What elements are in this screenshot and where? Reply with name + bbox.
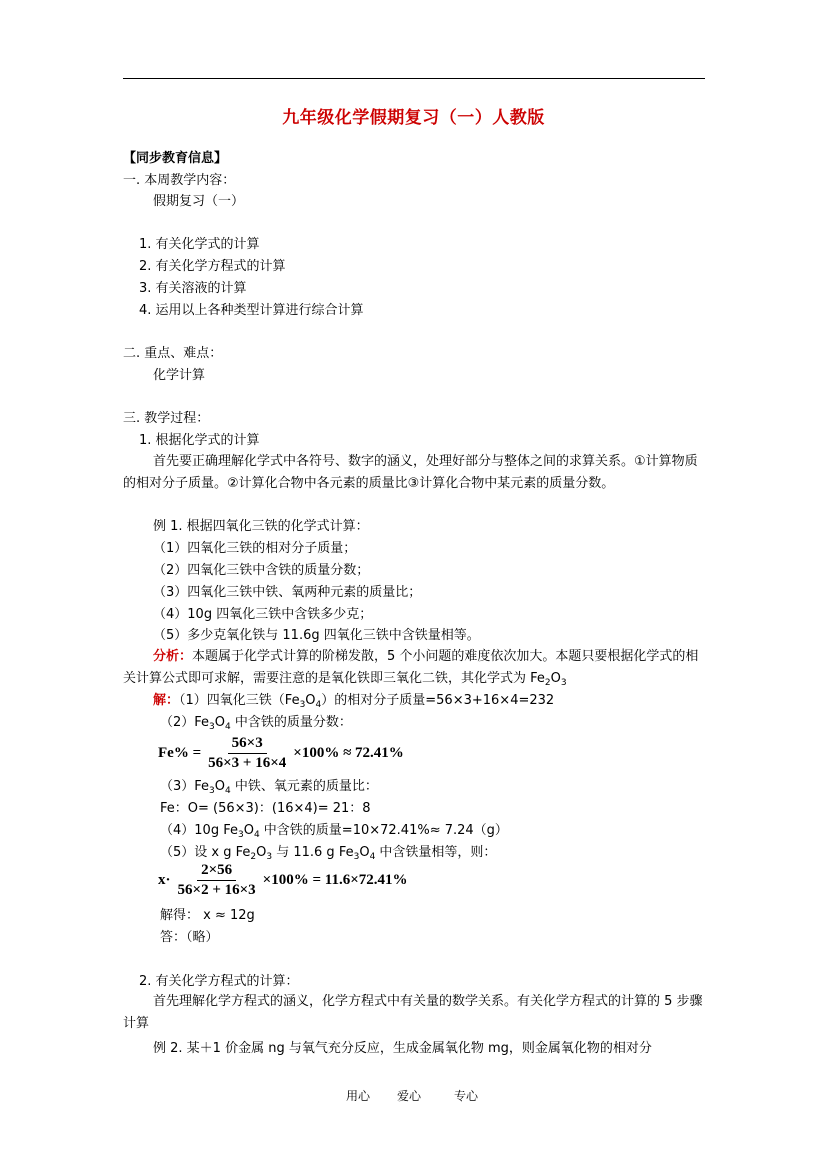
s2-content: 化学计算 <box>153 368 206 383</box>
ex1-q2: （2）四氧化三铁中含铁的质量分数； <box>153 563 370 578</box>
formula-2-left: x· <box>158 872 171 888</box>
page-title: 九年级化学假期复习（一）人教版 <box>282 108 545 128</box>
analysis-label: 分析： <box>153 649 193 664</box>
ex1-q4: （4）10g 四氧化三铁中含铁多少克； <box>153 607 373 622</box>
ex1-q3: （3）四氧化三铁中铁、氧两种元素的质量比； <box>153 585 422 600</box>
s3-heading: 三. 教学过程： <box>123 411 210 426</box>
s2-heading: 二. 重点、难点： <box>123 346 223 361</box>
answer-5: （5）设 x g $Fe_2O_3$ 与 11.6 g $Fe_3O_4$ 中含铁量相等，则： <box>160 845 497 862</box>
p1-text: 首先要正确理解化学式中各符号、数字的涵义，处理好部分与整体之间的求算关系。①计算物质的相对分子质量。②计算化合物中各元素的质量比③计算化合物中某元素的质量分数。 <box>123 454 698 491</box>
ex1-q5: （5）多少克氧化铁与 11.6g 四氧化三铁中含铁量相等。 <box>153 628 480 643</box>
formula-2-right: ×100% = 11.6×72.41% <box>262 872 408 888</box>
footer-item: 专心 <box>454 1089 479 1103</box>
formula-ferric-oxide <box>158 862 408 899</box>
answer-omitted: 答：（略） <box>160 930 219 945</box>
ex1-q1: （1）四氧化三铁的相对分子质量； <box>153 541 357 556</box>
s1-heading: 一. 本周教学内容： <box>123 173 236 188</box>
p2-text: 首先理解化学方程式的涵义，化学方程式中有关量的数学关系。有关化学方程式的计算的 5 步骤计算 <box>123 994 703 1031</box>
s1-item: 1. 有关化学式的计算 <box>139 237 260 252</box>
answer-4: （4）10g $Fe_3O_4$ 中含铁的质量=10×72.41%≈ 7.24（g） <box>160 823 508 840</box>
formula-2-denominator: 56×2 + 16×3 <box>177 882 256 898</box>
formula-1-numerator: 56×3 <box>228 735 267 754</box>
s1-sub: 假期复习（一） <box>153 194 245 209</box>
answer-1: （1）四氧化三铁$(Fe_3O_4)$的相对分子质量=56×3+16×4=232 <box>179 693 555 710</box>
formula-1-right: ×100% ≈ 72.41% <box>293 745 404 761</box>
answer-3-calc: Fe：O= (56×3)：(16×4)= 21：8 <box>160 801 371 816</box>
formula-1-left: Fe% = <box>158 745 202 761</box>
formula-iron-percent <box>158 735 404 772</box>
footer-item: 用心 <box>346 1089 371 1103</box>
footer-item: 爱心 <box>397 1089 422 1103</box>
p1-title: 1. 根据化学式的计算 <box>139 433 260 448</box>
formula-1-fraction <box>204 735 290 772</box>
solution-label: 解： <box>153 693 180 708</box>
s1-item: 2. 有关化学方程式的计算 <box>139 259 286 274</box>
analysis-text: 本题属于化学式计算的阶梯发散，5 个小问题的难度依次加大。本题只要根据化学式的相关计算公式即可求解，需要注意的是氧化铁即三氧化二铁，其化学式为 $Fe_2O_3$ <box>123 649 699 688</box>
section-header: 【同步教育信息】 <box>123 151 228 166</box>
s1-item: 3. 有关溶液的计算 <box>139 281 247 296</box>
ex1-intro: 例 1. 根据四氧化三铁的化学式计算： <box>153 519 369 534</box>
p2-title: 2. 有关化学方程式的计算： <box>139 974 299 989</box>
ex2-intro: 例 2. 某＋1 价金属 ng 与氧气充分反应，生成金属氧化物 mg，则金属氧化物的相对分 <box>153 1041 652 1056</box>
formula-2-numerator: 2×56 <box>197 862 236 881</box>
ex1-analysis <box>123 646 709 689</box>
answer-2-label: $(2)Fe_3O_4$ 中含铁的质量分数： <box>160 715 352 732</box>
header-rule <box>123 78 705 79</box>
formula-2-fraction <box>174 862 260 899</box>
solve-result: 解得： x ≈ 12g <box>160 908 255 923</box>
answer-3-label: $(3)Fe_3O_4$ 中铁、氧元素的质量比： <box>160 779 378 796</box>
ex1-solution <box>153 693 554 709</box>
s1-item: 4. 运用以上各种类型计算进行综合计算 <box>139 303 364 318</box>
formula-1-denominator: 56×3 + 16×4 <box>208 755 287 771</box>
